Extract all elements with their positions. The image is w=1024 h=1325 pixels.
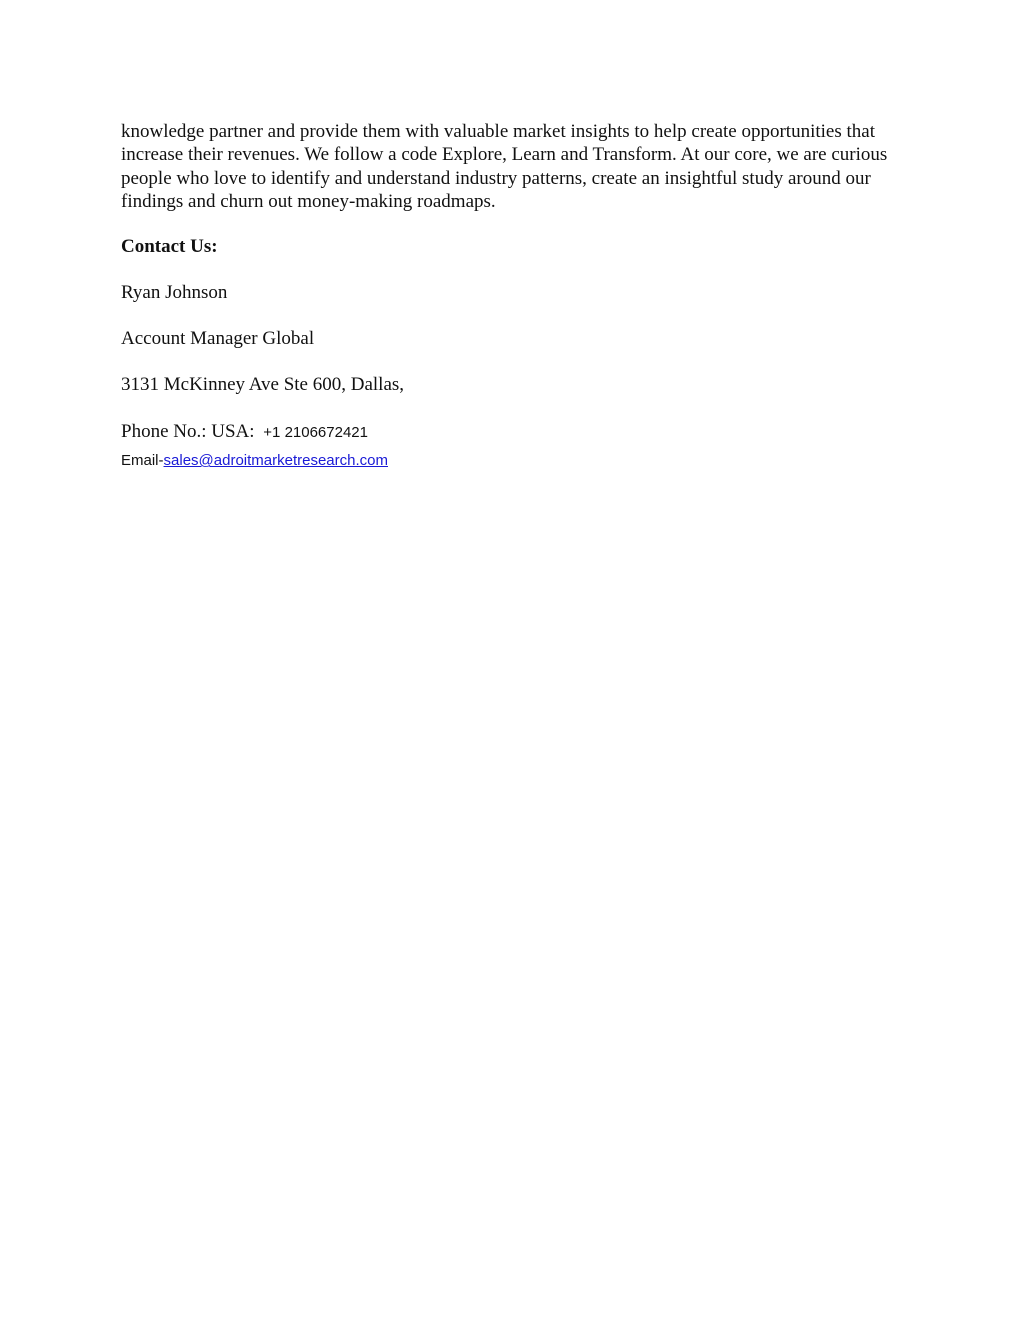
phone-value: +1 2106672421 [263,424,368,442]
phone-line [121,420,901,445]
intro-paragraph: knowledge partner and provide them with valuable market insights to help create opportunities that increase their revenues. We follow a code Explore, Learn and Transform. At our core, we are curious people who love to identify and understand industry patterns, create an insightful study around our findings and churn out money-making roadmaps. [121,121,888,212]
contact-title: Account Manager Global [121,328,315,350]
contact-address: 3131 McKinney Ave Ste 600, Dallas, [121,374,405,396]
page-content [121,120,901,471]
email-label: Email- [121,452,164,470]
contact-heading: Contact Us: [121,236,218,258]
email-line [121,451,901,471]
email-link[interactable]: sales@adroitmarketresearch.com [163,452,388,470]
phone-label: Phone No.: USA: [121,421,255,443]
contact-name: Ryan Johnson [121,282,228,304]
